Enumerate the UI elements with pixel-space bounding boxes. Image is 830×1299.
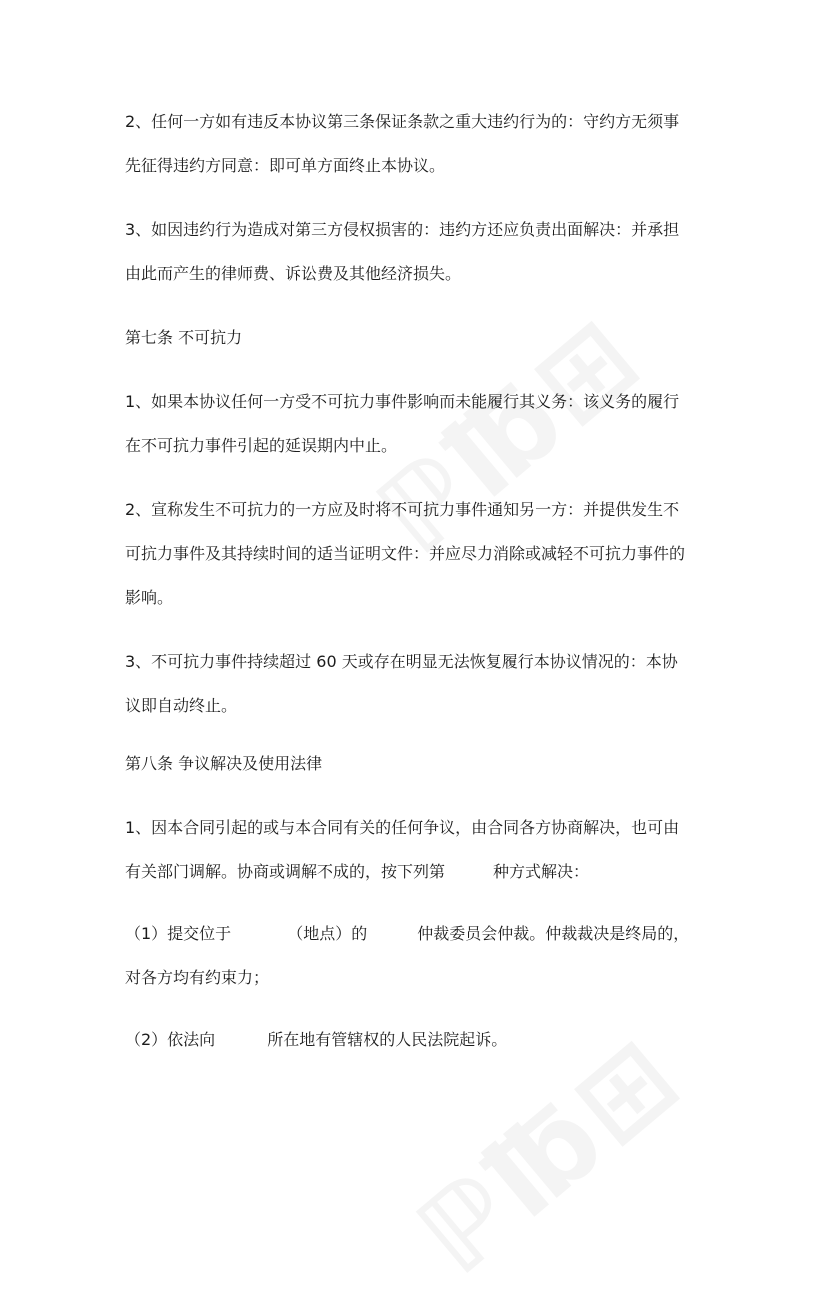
- clause-7-item-2-line-1: 2、宣称发生不可抗力的一方应及时将不可抗力事件通知另一方：并提供发生不: [125, 500, 680, 519]
- clause-8-heading: 第八条 争议解决及使用法律: [125, 754, 323, 773]
- clause-8-item-1-line-2: [125, 850, 710, 894]
- clause-8-item-1-line-1: 1、因本合同引起的或与本合同有关的任何争议，由合同各方协商解决，也可由: [125, 818, 680, 837]
- option-1-prefix: （1）提交位于: [125, 924, 232, 943]
- option-2-suffix: 所在地有管辖权的人民法院起诉。: [267, 1030, 508, 1049]
- clause-7-heading: 第七条 不可抗力: [125, 328, 243, 347]
- option-1-middle: （地点）的: [287, 924, 368, 943]
- option-1-suffix: 仲裁委员会仲裁。仲裁裁决是终局的，: [417, 924, 690, 943]
- clause-6-item-3-line-1: 3、如因违约行为造成对第三方侵权损害的：违约方还应负责出面解决：并承担: [125, 220, 680, 239]
- option-1-line-2: 对各方均有约束力；: [125, 968, 270, 987]
- mediation-prefix: 有关部门调解。协商或调解不成的，按下列第: [125, 862, 446, 881]
- clause-7-item-1-line-2: 在不可抗力事件引起的延误期内中止。: [125, 436, 398, 455]
- clause-6-item-2-line-1: 2、任何一方如有违反本协议第三条保证条款之重大违约行为的：守约方无须事: [125, 112, 680, 131]
- option-2-line-1: [125, 1018, 710, 1062]
- clause-7-item-3-line-2: 议即自动终止。: [125, 696, 238, 715]
- mediation-suffix: 种方式解决：: [493, 862, 590, 881]
- clause-6-item-3-line-2: 由此而产生的律师费、诉讼费及其他经济损失。: [125, 264, 462, 283]
- option-1-line-1: [125, 912, 710, 956]
- clause-7-item-2-line-2: 可抗力事件及其持续时间的适当证明文件：并应尽力消除或减轻不可抗力事件的: [125, 544, 686, 563]
- option-2-prefix: （2）依法向: [125, 1030, 216, 1049]
- clause-6-item-2-line-2: 先征得违约方同意：即可单方面终止本协议。: [125, 156, 446, 175]
- clause-7-item-3-line-1: 3、不可抗力事件持续超过 60 天或存在明显无法恢复履行本协议情况的：本协: [125, 652, 678, 671]
- clause-7-item-2-line-3: 影响。: [125, 588, 174, 607]
- clause-7-item-1-line-1: 1、如果本协议任何一方受不可抗力事件影响而未能履行其义务：该义务的履行: [125, 392, 680, 411]
